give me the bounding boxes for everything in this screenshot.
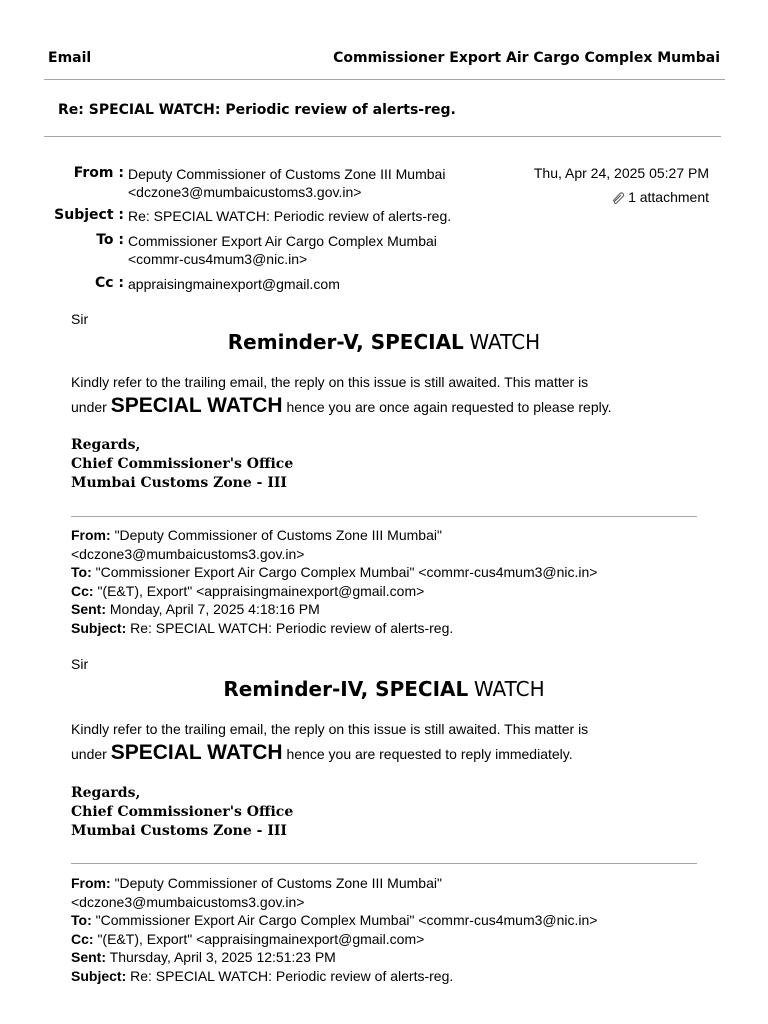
salutation: Sir (71, 656, 89, 672)
paragraph-line (71, 741, 691, 766)
message-divider (71, 863, 697, 864)
reminder-title-bold: Reminder-V, SPECIAL (227, 330, 464, 354)
from-email[interactable]: <dczone3@mumbaicustoms3.gov.in> (71, 893, 305, 910)
subject-value: Re: SPECIAL WATCH: Periodic review of alerts-reg. (130, 967, 454, 984)
paragraph-line (71, 394, 691, 419)
subject-label: Subject: (71, 967, 127, 984)
cc-label: Cc: (71, 582, 94, 599)
subject-value: Re: SPECIAL WATCH: Periodic review of alerts-reg. (128, 208, 452, 224)
to-value: "Commissioner Export Air Cargo Complex Mumbai" <commr-cus4mum3@nic.in> (95, 564, 598, 580)
print-header (48, 50, 720, 70)
from-label: From: (71, 875, 111, 891)
reminder-title-rest: WATCH (473, 677, 545, 701)
from-value: "Deputy Commissioner of Customs Zone III Mumbai" (114, 875, 442, 891)
message-paragraph (71, 370, 691, 419)
paragraph-text: under (71, 399, 107, 415)
email-subject-title: Re: SPECIAL WATCH: Periodic review of alerts-reg. (58, 102, 456, 118)
cc-label: Cc: (71, 930, 94, 947)
signature (71, 784, 293, 841)
paragraph-line: Kindly refer to the trailing email, the reply on this issue is still awaited. This matter is (71, 721, 589, 737)
reminder-title (0, 330, 768, 355)
to-name: Commissioner Export Air Cargo Complex Mumbai (128, 233, 437, 249)
to-label: To : (96, 232, 124, 248)
special-watch-emphasis: SPECIAL WATCH (110, 394, 283, 417)
sent-label: Sent: (71, 949, 106, 965)
from-label: From: (71, 527, 111, 543)
cc-value: "(E&T), Export" <appraisingmainexport@gmail.com> (97, 582, 425, 599)
message-paragraph (71, 717, 691, 766)
from-value (128, 165, 445, 201)
to-value: "Commissioner Export Air Cargo Complex Mumbai" <commr-cus4mum3@nic.in> (95, 912, 598, 928)
paragraph-text: hence you are requested to reply immediately. (286, 746, 573, 762)
header-divider (44, 79, 725, 80)
message-divider (71, 516, 697, 517)
cc-label: Cc : (94, 275, 124, 291)
paragraph-text: hence you are once again requested to please reply. (286, 399, 612, 415)
subject-value: Re: SPECIAL WATCH: Periodic review of alerts-reg. (130, 619, 454, 636)
special-watch-emphasis: SPECIAL WATCH (110, 741, 283, 764)
app-title: Email (48, 50, 92, 66)
to-value (128, 232, 437, 268)
subject-label: Subject: (71, 619, 127, 636)
attachment-count: 1 attachment (628, 189, 709, 205)
email-date: Thu, Apr 24, 2025 05:27 PM (533, 165, 709, 181)
attachment-link[interactable] (610, 189, 709, 205)
paragraph-line: Kindly refer to the trailing email, the reply on this issue is still awaited. This matter is (71, 374, 589, 390)
from-email[interactable]: <dczone3@mumbaicustoms3.gov.in> (128, 184, 362, 200)
from-email[interactable]: <dczone3@mumbaicustoms3.gov.in> (71, 545, 305, 562)
forwarded-header (71, 526, 597, 637)
office-line: Chief Commissioner's Office (71, 456, 294, 472)
paragraph-text: under (71, 746, 107, 762)
reminder-title-bold: Reminder-IV, SPECIAL (223, 677, 469, 701)
subject-divider (44, 136, 721, 137)
cc-value[interactable]: appraisingmainexport@gmail.com (128, 276, 340, 292)
salutation: Sir (71, 311, 89, 327)
from-name: Deputy Commissioner of Customs Zone III Mumbai (128, 166, 446, 182)
cc-value: "(E&T), Export" <appraisingmainexport@gmail.com> (97, 930, 425, 947)
to-email[interactable]: <commr-cus4mum3@nic.in> (128, 251, 308, 267)
paperclip-icon (610, 190, 626, 204)
to-label: To: (71, 912, 92, 928)
regards-line: Regards, (71, 437, 141, 453)
regards-line: Regards, (71, 785, 141, 801)
zone-line: Mumbai Customs Zone - III (71, 475, 287, 491)
zone-line: Mumbai Customs Zone - III (71, 823, 287, 839)
signature (71, 436, 293, 493)
sent-value: Thursday, April 3, 2025 12:51:23 PM (109, 949, 336, 965)
sent-value: Monday, April 7, 2025 4:18:16 PM (109, 601, 320, 617)
from-label: From : (73, 165, 124, 181)
reminder-title-rest: WATCH (469, 330, 541, 354)
to-label: To: (71, 564, 92, 580)
office-line: Chief Commissioner's Office (71, 804, 294, 820)
from-value: "Deputy Commissioner of Customs Zone III Mumbai" (114, 527, 442, 543)
reminder-title (0, 677, 768, 702)
subject-label: Subject : (54, 207, 124, 223)
mailbox-owner: Commissioner Export Air Cargo Complex Mumbai (333, 50, 720, 66)
forwarded-header (71, 874, 597, 985)
sent-label: Sent: (71, 601, 106, 617)
